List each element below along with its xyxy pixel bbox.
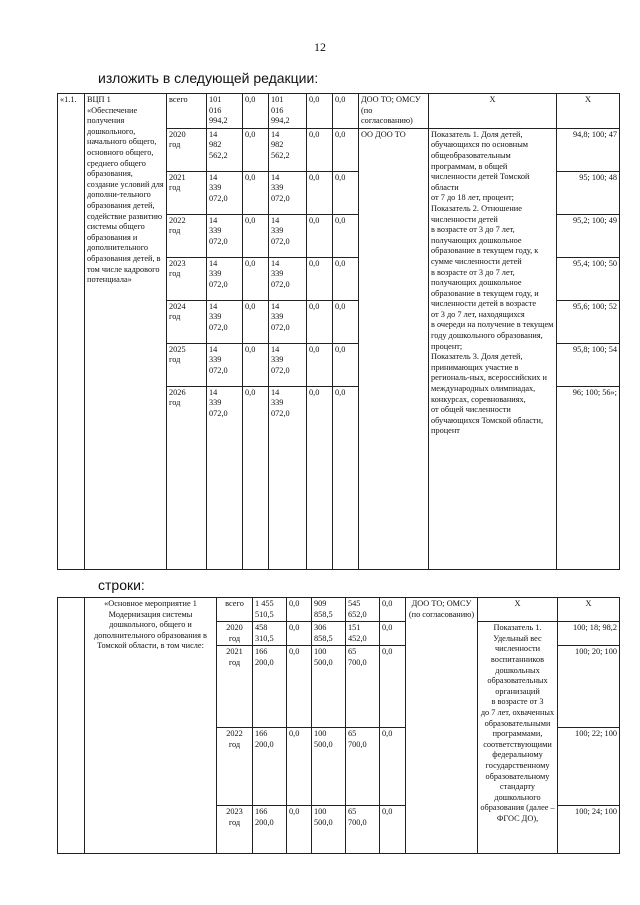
- local-cell: 65 700,0: [346, 646, 380, 728]
- other-cell: 0,0: [380, 728, 406, 806]
- executor-cell: ОО ДОО ТО: [359, 128, 429, 569]
- local-cell: 545 652,0: [346, 598, 380, 622]
- other-cell: 0,0: [333, 128, 359, 171]
- local-cell: 151 452,0: [346, 622, 380, 646]
- other-cell: 0,0: [333, 300, 359, 343]
- year-cell: 2022 год: [217, 728, 253, 806]
- regional-cell: 100 500,0: [312, 806, 346, 854]
- federal-cell: 0,0: [243, 214, 269, 257]
- other-cell: 0,0: [380, 806, 406, 854]
- indicator-values: 100; 22; 100: [558, 728, 620, 806]
- total-cell: 166 200,0: [253, 646, 287, 728]
- federal-cell: 0,0: [243, 343, 269, 386]
- year-cell: 2025 год: [167, 343, 207, 386]
- federal-cell: 0,0: [243, 257, 269, 300]
- regional-cell: 100 500,0: [312, 728, 346, 806]
- indicator-values: 95,2; 100; 49: [557, 214, 620, 257]
- federal-cell: 0,0: [287, 598, 312, 622]
- regional-cell: 306 858,5: [312, 622, 346, 646]
- other-cell: 0,0: [380, 622, 406, 646]
- activity-name: «Основное мероприятие 1 Модернизация системы дошкольного, общего и дополнительного образования в Томской области, в том числе:: [85, 598, 217, 854]
- program-name: ВЦП 1 «Обеспечение получения дошкольного, начального общего, основного общего, среднего общего образования, создание условий для дополни-тельного образования детей, содействие развитию системы общего образования и дополнительного образования детей, в том числе кадрового потенциала»: [85, 94, 167, 570]
- other-cell: 0,0: [380, 598, 406, 622]
- regional-cell: 14 982 562,2: [269, 128, 307, 171]
- row-code: «1.1.: [58, 94, 85, 570]
- federal-cell: 0,0: [287, 646, 312, 728]
- year-cell: 2023 год: [217, 806, 253, 854]
- indicator-values: 100; 18; 98,2: [558, 622, 620, 646]
- indicator-values: 94,8; 100; 47: [557, 128, 620, 171]
- table-row: [58, 598, 620, 622]
- year-cell: 2020 год: [217, 622, 253, 646]
- year-cell: всего: [217, 598, 253, 622]
- page-number: 12: [314, 40, 326, 54]
- local-cell: 0,0: [307, 128, 333, 171]
- local-cell: 0,0: [307, 343, 333, 386]
- total-cell: 1 455 510,5: [253, 598, 287, 622]
- other-cell: 0,0: [380, 646, 406, 728]
- heading-rows: строки:: [98, 577, 145, 593]
- total-cell: 14 339 072,0: [207, 214, 243, 257]
- total-cell: 14 339 072,0: [207, 257, 243, 300]
- indicator-values: 95,6; 100; 52: [557, 300, 620, 343]
- x-cell: Х: [478, 598, 558, 622]
- total-cell: 14 339 072,0: [207, 300, 243, 343]
- federal-cell: 0,0: [243, 300, 269, 343]
- x-cell: Х: [557, 94, 620, 129]
- regional-cell: 14 339 072,0: [269, 171, 307, 214]
- heading-new-edition: изложить в следующей редакции:: [98, 70, 319, 86]
- indicator-values: 95,4; 100; 50: [557, 257, 620, 300]
- year-cell: 2022 год: [167, 214, 207, 257]
- indicator-values: 96; 100; 56»;: [557, 386, 620, 569]
- other-cell: 0,0: [333, 171, 359, 214]
- year-cell: 2023 год: [167, 257, 207, 300]
- federal-cell: 0,0: [243, 94, 269, 129]
- local-cell: 0,0: [307, 300, 333, 343]
- indicator-values: 95; 100; 48: [557, 171, 620, 214]
- indicators-cell: Показатель 1. Доля детей, обучающихся по основным общеобразовательным программам, в общей численности детей Томской области от 7 до 18 лет, процент; Показатель 2. Отношение численности детей в возрасте от 3 до 7 лет, получающих дошкольное образование в текущем году, к сумме численности детей в возрасте от 3 до 7 лет, получающих дошкольное образование в текущем году, и численности детей в возрасте от 3 до 7 лет, находящихся в очереди на получение в текущем году дошкольного образования, процент; Показатель 3. Доля детей, принимающих участие в региональ-ных, всероссийских и международных олимпиадах, конкурсах, соревнованиях, от общей численности обучающихся Томской области, процент: [429, 128, 557, 569]
- x-cell: Х: [558, 598, 620, 622]
- total-cell: 14 339 072,0: [207, 343, 243, 386]
- federal-cell: 0,0: [287, 622, 312, 646]
- federal-cell: 0,0: [243, 128, 269, 171]
- indicator-values: 100; 20; 100: [558, 646, 620, 728]
- x-cell: Х: [429, 94, 557, 129]
- executor-cell: ДОО ТО; ОМСУ (по согласованию): [406, 598, 478, 854]
- other-cell: 0,0: [333, 94, 359, 129]
- other-cell: 0,0: [333, 343, 359, 386]
- regional-cell: 14 339 072,0: [269, 300, 307, 343]
- table-row: [58, 94, 620, 129]
- federal-cell: 0,0: [287, 728, 312, 806]
- year-cell: 2021 год: [167, 171, 207, 214]
- regional-cell: 101 016 994,2: [269, 94, 307, 129]
- year-cell: 2020 год: [167, 128, 207, 171]
- federal-cell: 0,0: [243, 171, 269, 214]
- federal-cell: 0,0: [287, 806, 312, 854]
- program-table-2: [57, 597, 620, 854]
- total-cell: 14 339 072,0: [207, 386, 243, 569]
- total-cell: 101 016 994,2: [207, 94, 243, 129]
- total-cell: 166 200,0: [253, 728, 287, 806]
- local-cell: 0,0: [307, 257, 333, 300]
- local-cell: 65 700,0: [346, 806, 380, 854]
- regional-cell: 14 339 072,0: [269, 386, 307, 569]
- year-cell: 2021 год: [217, 646, 253, 728]
- indicator-values: 95,8; 100; 54: [557, 343, 620, 386]
- row-code: [58, 598, 85, 854]
- regional-cell: 100 500,0: [312, 646, 346, 728]
- year-cell: 2024 год: [167, 300, 207, 343]
- indicator-cell: Показатель 1. Удельный вес численности воспитанников дошкольных образовательных организаций в возрасте от 3 до 7 лет, охваченных образовательными программами, соответствующими федеральному государственному образовательному стандарту дошкольного образования (далее – ФГОС ДО),: [478, 622, 558, 854]
- total-cell: 14 982 562,2: [207, 128, 243, 171]
- total-cell: 14 339 072,0: [207, 171, 243, 214]
- regional-cell: 14 339 072,0: [269, 257, 307, 300]
- year-cell: всего: [167, 94, 207, 129]
- other-cell: 0,0: [333, 214, 359, 257]
- total-cell: 458 310,5: [253, 622, 287, 646]
- year-cell: 2026 год: [167, 386, 207, 569]
- local-cell: 0,0: [307, 171, 333, 214]
- regional-cell: 14 339 072,0: [269, 343, 307, 386]
- other-cell: 0,0: [333, 257, 359, 300]
- total-cell: 166 200,0: [253, 806, 287, 854]
- local-cell: 65 700,0: [346, 728, 380, 806]
- other-cell: 0,0: [333, 386, 359, 569]
- executor-cell: ДОО ТО; ОМСУ (по согласованию): [359, 94, 429, 129]
- indicator-values: 100; 24; 100: [558, 806, 620, 854]
- program-table-1: [57, 93, 620, 570]
- regional-cell: 14 339 072,0: [269, 214, 307, 257]
- local-cell: 0,0: [307, 214, 333, 257]
- local-cell: 0,0: [307, 386, 333, 569]
- federal-cell: 0,0: [243, 386, 269, 569]
- regional-cell: 909 858,5: [312, 598, 346, 622]
- local-cell: 0,0: [307, 94, 333, 129]
